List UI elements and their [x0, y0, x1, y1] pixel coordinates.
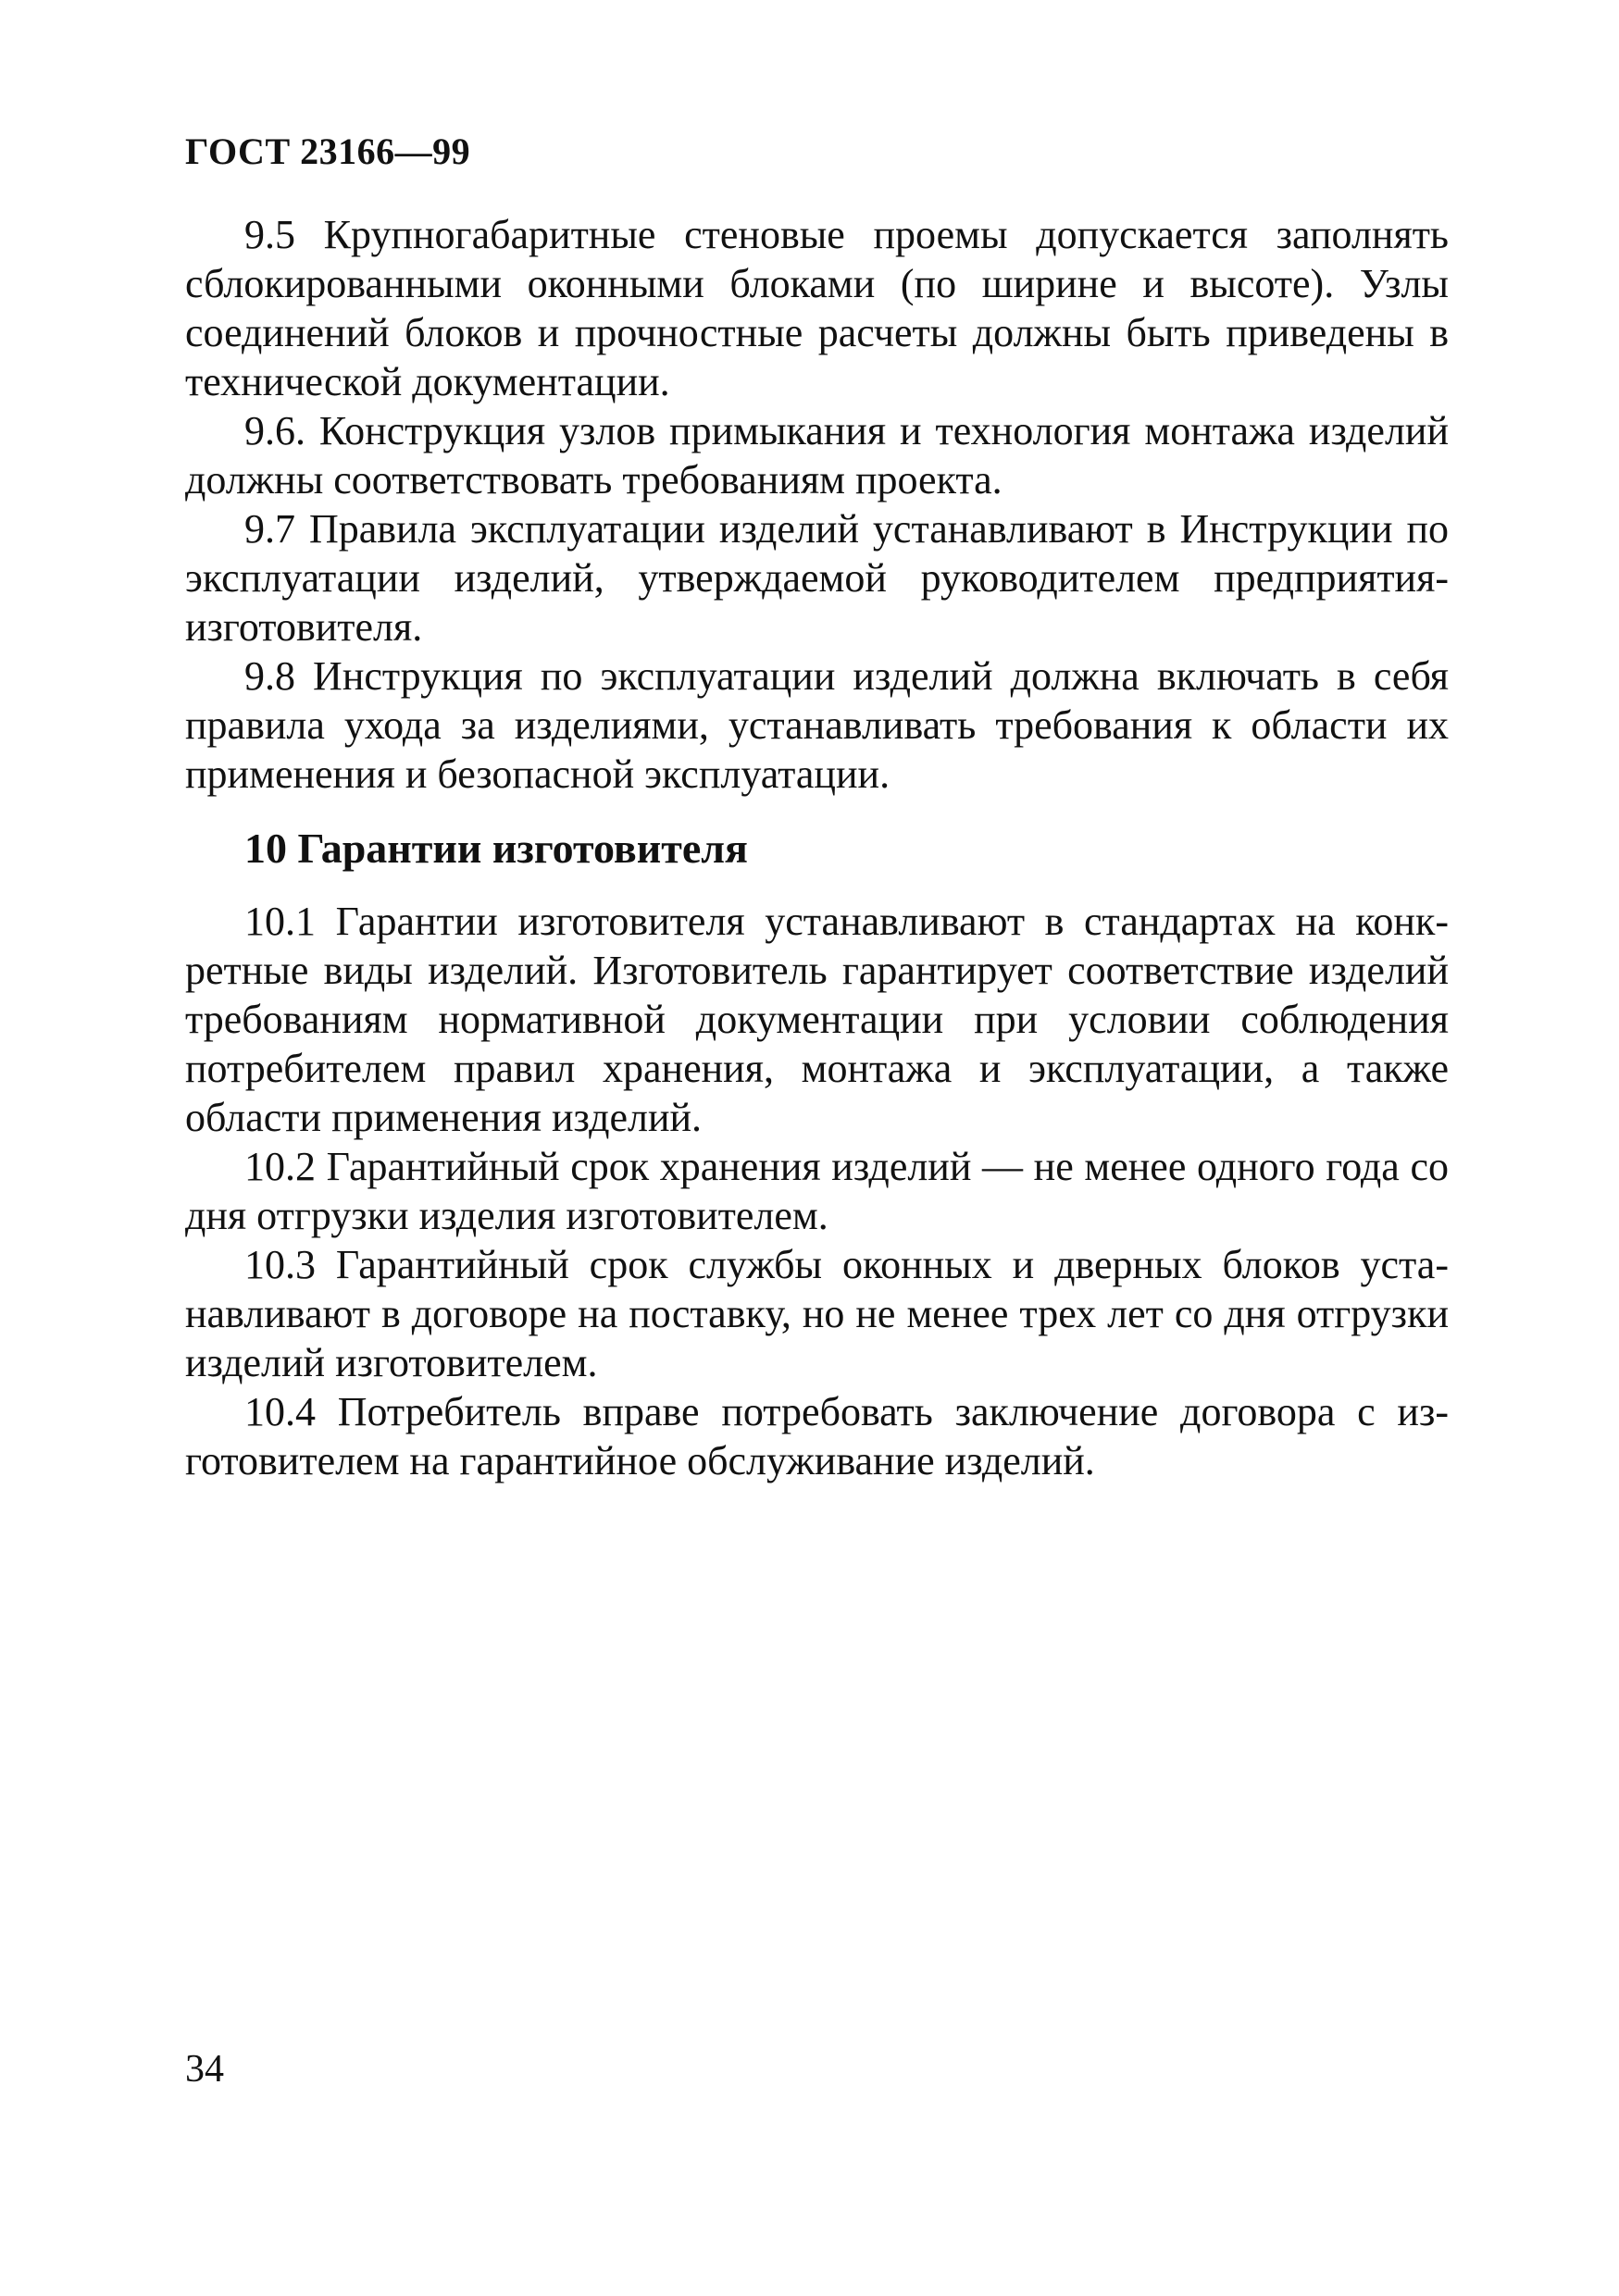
paragraph-10-4: 10.4 Потребитель вправе потребовать заключение договора с изготовителем на гарантийное обслуживание изделий.	[185, 1389, 1449, 1483]
document-code: ГОСТ 23166—99	[185, 130, 471, 172]
page-number: 34	[185, 2048, 224, 2091]
paragraph-9-8: 9.8 Инструкция по эксплуатации изделий должна включать в себя правила ухода за изделиями, устанавливать требования к области их применения и безопасной эксплуатации.	[185, 653, 1449, 797]
paragraph-9-6: 9.6. Конструкция узлов примыкания и технология монтажа изделий должны соответствовать требованиям проекта.	[185, 408, 1449, 503]
paragraph-9-7: 9.7 Правила эксплуатации изделий устанавливают в Инструкции по эксплуатации изделий, утверждаемой руководителем предприятия-изготовителя.	[185, 506, 1449, 650]
paragraph-10-1: 10.1 Гарантии изготовителя устанавливают в стандартах на конкретные виды изделий. Изготовитель гарантирует соответствие изделий требованиям нормативной документации при условии соблюдения потребителем правил хранения, монтажа и эксплуатации, а также области применения изделий.	[185, 899, 1449, 1140]
paragraph-10-2: 10.2 Гарантийный срок хранения изделий — не менее одного года со дня отгрузки изделия изготовителем.	[185, 1144, 1449, 1238]
section-10-heading: 10 Гарантии изготовителя	[244, 825, 748, 872]
section-10-body	[185, 897, 1449, 1485]
paragraph-9-5: 9.5 Крупногабаритные стеновые проемы допускается заполнять сблокированными оконными блоками (по ширине и высоте). Узлы соединений блоков и прочностные расчеты должны быть приведены в технической документации.	[185, 212, 1449, 404]
paragraph-10-3: 10.3 Гарантийный срок службы оконных и дверных блоков устанавливают в договоре на поставку, но не менее трех лет со дня отгрузки изделий изготовителем.	[185, 1242, 1449, 1385]
section-9-body	[185, 210, 1449, 799]
